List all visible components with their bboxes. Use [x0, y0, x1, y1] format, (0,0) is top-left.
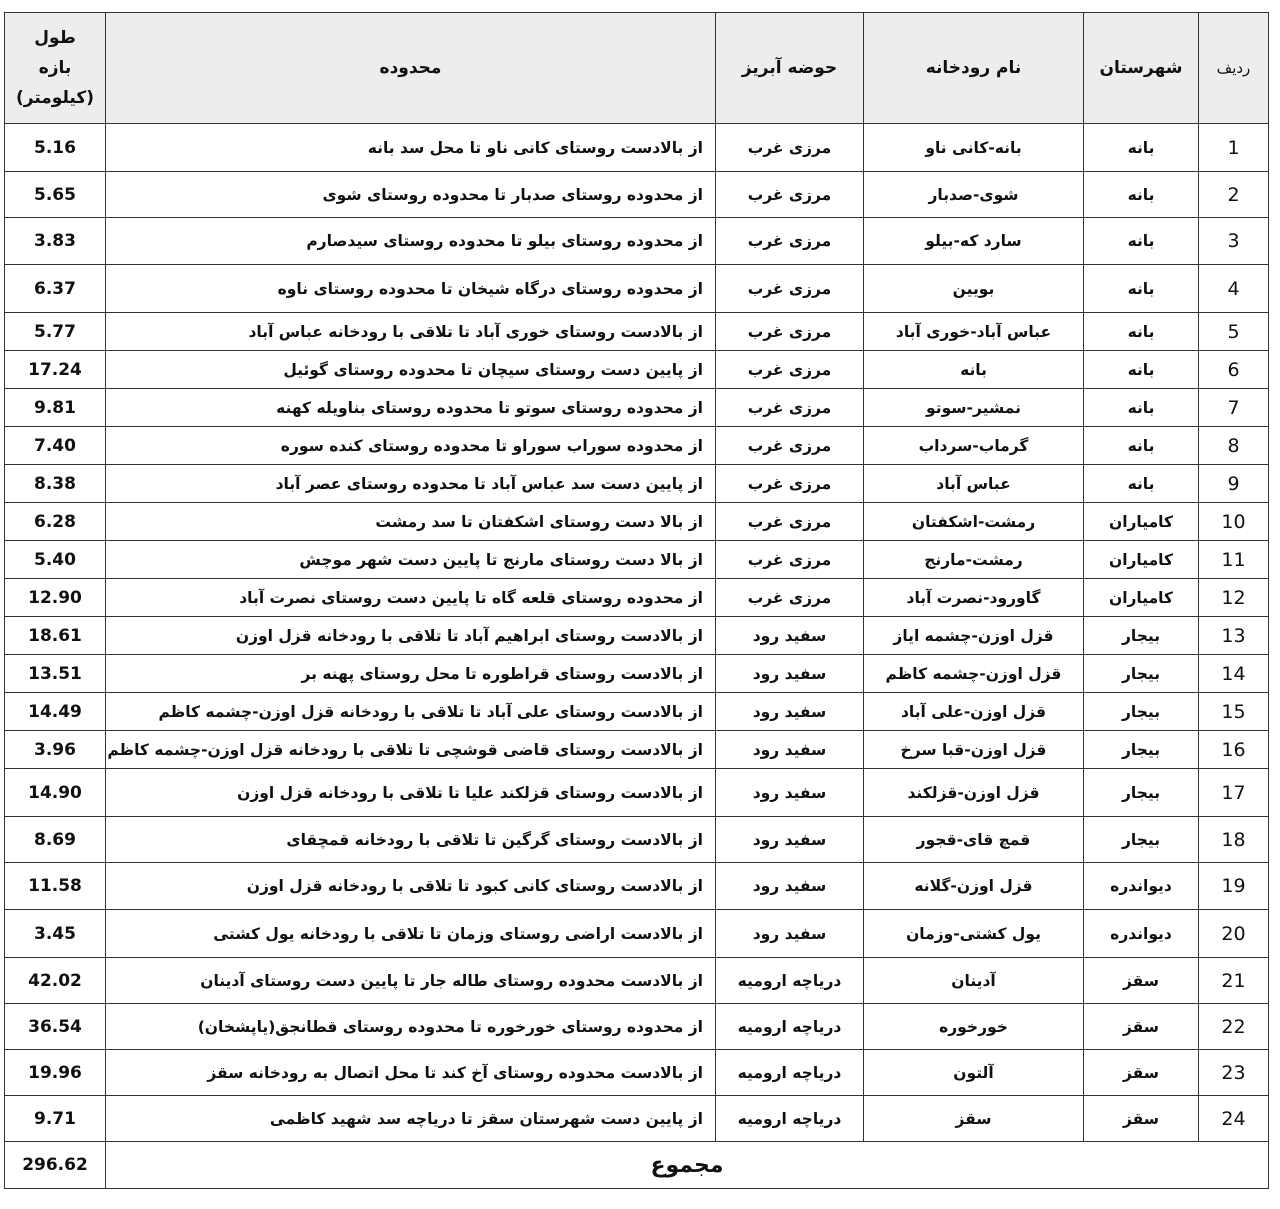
- cell-river-name: یول کشتی-وزمان: [864, 910, 1084, 958]
- cell-basin: سفید رود: [716, 863, 864, 910]
- cell-row-number: 21: [1199, 958, 1269, 1004]
- cell-range: از بالا دست روستای مارنج تا پایین دست شهر موچش: [106, 541, 716, 579]
- cell-river-name: رمشت-مارنج: [864, 541, 1084, 579]
- cell-length: 11.58: [5, 863, 106, 910]
- table-row: [5, 541, 1269, 579]
- table-row: [5, 172, 1269, 218]
- table-row: [5, 351, 1269, 389]
- cell-length: 6.28: [5, 503, 106, 541]
- total-label: مجموع: [106, 1142, 1269, 1189]
- cell-city: بانه: [1084, 172, 1199, 218]
- total-row: [5, 1142, 1269, 1189]
- cell-row-number: 19: [1199, 863, 1269, 910]
- cell-basin: سفید رود: [716, 769, 864, 817]
- cell-basin: دریاچه ارومیه: [716, 958, 864, 1004]
- cell-range: از بالا دست روستای اشکفتان تا سد رمشت: [106, 503, 716, 541]
- cell-city: بیجار: [1084, 817, 1199, 863]
- cell-river-name: قزل اوزن-علی آباد: [864, 693, 1084, 731]
- table-header: [5, 13, 1269, 124]
- cell-length: 5.77: [5, 313, 106, 351]
- cell-basin: مرزی غرب: [716, 579, 864, 617]
- cell-range: از بالادست روستای علی آباد تا تلاقی با رودخانه قزل اوزن-چشمه کاظم: [106, 693, 716, 731]
- cell-length: 5.65: [5, 172, 106, 218]
- cell-river-name: بانه-کانی ناو: [864, 124, 1084, 172]
- cell-basin: مرزی غرب: [716, 265, 864, 313]
- cell-length: 42.02: [5, 958, 106, 1004]
- table-row: [5, 731, 1269, 769]
- cell-city: بانه: [1084, 351, 1199, 389]
- cell-length: 12.90: [5, 579, 106, 617]
- cell-city: کامیاران: [1084, 541, 1199, 579]
- cell-river-name: قزل اوزن-قبا سرخ: [864, 731, 1084, 769]
- header-river-name: نام رودخانه: [864, 13, 1084, 124]
- cell-range: از بالادست روستای قاضی قوشچی تا تلاقی با رودخانه قزل اوزن-چشمه کاظم: [106, 731, 716, 769]
- cell-length: 8.38: [5, 465, 106, 503]
- cell-row-number: 2: [1199, 172, 1269, 218]
- cell-city: کامیاران: [1084, 579, 1199, 617]
- cell-range: از محدوده روستای سوتو تا محدوده روستای بناویله کهنه: [106, 389, 716, 427]
- cell-length: 5.40: [5, 541, 106, 579]
- cell-length: 36.54: [5, 1004, 106, 1050]
- cell-basin: مرزی غرب: [716, 313, 864, 351]
- cell-city: کامیاران: [1084, 503, 1199, 541]
- cell-river-name: خورخوره: [864, 1004, 1084, 1050]
- cell-length: 7.40: [5, 427, 106, 465]
- cell-basin: دریاچه ارومیه: [716, 1050, 864, 1096]
- cell-city: بیجار: [1084, 617, 1199, 655]
- cell-length: 6.37: [5, 265, 106, 313]
- cell-city: سقز: [1084, 958, 1199, 1004]
- header-row: [5, 13, 1269, 124]
- table-footer: [5, 1142, 1269, 1189]
- cell-row-number: 11: [1199, 541, 1269, 579]
- cell-row-number: 4: [1199, 265, 1269, 313]
- table-row: [5, 503, 1269, 541]
- cell-city: بانه: [1084, 124, 1199, 172]
- table-row: [5, 958, 1269, 1004]
- cell-river-name: بانه: [864, 351, 1084, 389]
- cell-city: سقز: [1084, 1096, 1199, 1142]
- table-row: [5, 1004, 1269, 1050]
- cell-row-number: 16: [1199, 731, 1269, 769]
- cell-river-name: قزل اوزن-چشمه کاظم: [864, 655, 1084, 693]
- river-reaches-table: [4, 12, 1269, 1189]
- cell-range: از بالادست روستای کانی ناو تا محل سد بانه: [106, 124, 716, 172]
- cell-length: 14.49: [5, 693, 106, 731]
- cell-length: 5.16: [5, 124, 106, 172]
- cell-row-number: 20: [1199, 910, 1269, 958]
- cell-basin: مرزی غرب: [716, 427, 864, 465]
- cell-row-number: 24: [1199, 1096, 1269, 1142]
- cell-row-number: 12: [1199, 579, 1269, 617]
- header-basin: حوضه آبریز: [716, 13, 864, 124]
- table-row: [5, 124, 1269, 172]
- cell-basin: مرزی غرب: [716, 465, 864, 503]
- cell-row-number: 5: [1199, 313, 1269, 351]
- cell-basin: سفید رود: [716, 731, 864, 769]
- cell-length: 18.61: [5, 617, 106, 655]
- cell-length: 19.96: [5, 1050, 106, 1096]
- table-row: [5, 769, 1269, 817]
- cell-range: از پایین دست روستای سیچان تا محدوده روستای گوئیل: [106, 351, 716, 389]
- cell-basin: مرزی غرب: [716, 389, 864, 427]
- table-row: [5, 910, 1269, 958]
- table-row: [5, 617, 1269, 655]
- cell-river-name: آدینان: [864, 958, 1084, 1004]
- cell-river-name: قزل اوزن-چشمه ایاز: [864, 617, 1084, 655]
- total-length: 296.62: [5, 1142, 106, 1189]
- cell-basin: سفید رود: [716, 910, 864, 958]
- cell-row-number: 8: [1199, 427, 1269, 465]
- cell-basin: سفید رود: [716, 617, 864, 655]
- cell-city: بانه: [1084, 427, 1199, 465]
- cell-basin: سفید رود: [716, 817, 864, 863]
- table-row: [5, 389, 1269, 427]
- cell-river-name: بویین: [864, 265, 1084, 313]
- cell-length: 9.81: [5, 389, 106, 427]
- cell-basin: مرزی غرب: [716, 503, 864, 541]
- cell-basin: سفید رود: [716, 655, 864, 693]
- cell-river-name: قزل اوزن-گلانه: [864, 863, 1084, 910]
- cell-river-name: گاورود-نصرت آباد: [864, 579, 1084, 617]
- cell-basin: سفید رود: [716, 693, 864, 731]
- cell-row-number: 9: [1199, 465, 1269, 503]
- cell-range: از محدوده روستای صدبار تا محدوده روستای شوی: [106, 172, 716, 218]
- cell-length: 3.83: [5, 218, 106, 265]
- cell-length: 17.24: [5, 351, 106, 389]
- header-length-line3: (کیلومتر): [15, 88, 94, 108]
- cell-range: از محدوده روستای بیلو تا محدوده روستای سیدصارم: [106, 218, 716, 265]
- cell-basin: دریاچه ارومیه: [716, 1004, 864, 1050]
- cell-row-number: 3: [1199, 218, 1269, 265]
- table-row: [5, 817, 1269, 863]
- cell-river-name: قمچ قای-قجور: [864, 817, 1084, 863]
- cell-row-number: 23: [1199, 1050, 1269, 1096]
- table-row: [5, 863, 1269, 910]
- cell-city: سقز: [1084, 1004, 1199, 1050]
- cell-city: دیواندره: [1084, 863, 1199, 910]
- cell-range: از پایین دست شهرستان سقز تا دریاچه سد شهید کاظمی: [106, 1096, 716, 1142]
- table-row: [5, 579, 1269, 617]
- cell-length: 9.71: [5, 1096, 106, 1142]
- cell-row-number: 13: [1199, 617, 1269, 655]
- cell-city: دیواندره: [1084, 910, 1199, 958]
- table-row: [5, 1096, 1269, 1142]
- cell-river-name: سارد که-بیلو: [864, 218, 1084, 265]
- cell-length: 13.51: [5, 655, 106, 693]
- header-row-number: ردیف: [1199, 13, 1269, 124]
- cell-row-number: 22: [1199, 1004, 1269, 1050]
- cell-length: 8.69: [5, 817, 106, 863]
- cell-row-number: 1: [1199, 124, 1269, 172]
- table-row: [5, 1050, 1269, 1096]
- cell-range: از بالادست محدوده روستای طاله جار تا پایین دست روستای آدینان: [106, 958, 716, 1004]
- cell-range: از بالادست روستای قراطوره تا محل روستای پهنه بر: [106, 655, 716, 693]
- cell-row-number: 6: [1199, 351, 1269, 389]
- cell-range: از بالادست روستای کانی کبود تا تلاقی با رودخانه قزل اوزن: [106, 863, 716, 910]
- cell-city: بانه: [1084, 465, 1199, 503]
- cell-city: سقز: [1084, 1050, 1199, 1096]
- cell-row-number: 15: [1199, 693, 1269, 731]
- cell-river-name: سقز: [864, 1096, 1084, 1142]
- table-row: [5, 313, 1269, 351]
- table-row: [5, 218, 1269, 265]
- cell-length: 14.90: [5, 769, 106, 817]
- cell-river-name: شوی-صدبار: [864, 172, 1084, 218]
- table-row: [5, 265, 1269, 313]
- cell-city: بانه: [1084, 218, 1199, 265]
- table-row: [5, 693, 1269, 731]
- cell-city: بیجار: [1084, 693, 1199, 731]
- cell-basin: مرزی غرب: [716, 124, 864, 172]
- cell-city: بیجار: [1084, 731, 1199, 769]
- cell-city: بانه: [1084, 265, 1199, 313]
- cell-city: بانه: [1084, 313, 1199, 351]
- cell-row-number: 10: [1199, 503, 1269, 541]
- cell-range: از بالادست روستای قزلکند علیا تا تلاقی با رودخانه قزل اوزن: [106, 769, 716, 817]
- cell-range: از محدوده روستای قلعه گاه تا پایین دست روستای نصرت آباد: [106, 579, 716, 617]
- cell-basin: دریاچه ارومیه: [716, 1096, 864, 1142]
- cell-range: از بالادست اراضی روستای وزمان تا تلاقی با رودخانه یول کشتی: [106, 910, 716, 958]
- cell-river-name: عباس آباد-خوری آباد: [864, 313, 1084, 351]
- header-range: محدوده: [106, 13, 716, 124]
- cell-basin: مرزی غرب: [716, 172, 864, 218]
- cell-row-number: 18: [1199, 817, 1269, 863]
- cell-city: بیجار: [1084, 769, 1199, 817]
- cell-range: از بالادست روستای خوری آباد تا تلاقی با رودخانه عباس آباد: [106, 313, 716, 351]
- table-row: [5, 465, 1269, 503]
- cell-range: از بالادست روستای ابراهیم آباد تا تلاقی با رودخانه قزل اوزن: [106, 617, 716, 655]
- cell-basin: مرزی غرب: [716, 541, 864, 579]
- cell-basin: مرزی غرب: [716, 218, 864, 265]
- cell-range: از محدوده سوراب سوراو تا محدوده روستای کنده سوره: [106, 427, 716, 465]
- table-row: [5, 655, 1269, 693]
- cell-city: بیجار: [1084, 655, 1199, 693]
- cell-row-number: 17: [1199, 769, 1269, 817]
- table-body: [5, 124, 1269, 1142]
- cell-length: 3.45: [5, 910, 106, 958]
- cell-city: بانه: [1084, 389, 1199, 427]
- header-city: شهرستان: [1084, 13, 1199, 124]
- cell-range: از محدوده روستای خورخوره تا محدوده روستای قطانجق(یاپشخان): [106, 1004, 716, 1050]
- cell-river-name: گرماب-سرداب: [864, 427, 1084, 465]
- cell-range: از بالادست محدوده روستای آخ کند تا محل اتصال به رودخانه سقز: [106, 1050, 716, 1096]
- cell-basin: مرزی غرب: [716, 351, 864, 389]
- cell-length: 3.96: [5, 731, 106, 769]
- cell-river-name: آلتون: [864, 1050, 1084, 1096]
- cell-row-number: 14: [1199, 655, 1269, 693]
- cell-river-name: رمشت-اشکفتان: [864, 503, 1084, 541]
- header-length-line2: بازه: [38, 58, 72, 78]
- cell-river-name: عباس آباد: [864, 465, 1084, 503]
- document-page: [5, 12, 1269, 1189]
- header-length: [5, 13, 106, 124]
- cell-range: از پایین دست سد عباس آباد تا محدوده روستای عصر آباد: [106, 465, 716, 503]
- cell-range: از بالادست روستای گرگین تا تلاقی با رودخانه قمچقای: [106, 817, 716, 863]
- cell-river-name: قزل اوزن-قزلکند: [864, 769, 1084, 817]
- cell-range: از محدوده روستای درگاه شیخان تا محدوده روستای ناوه: [106, 265, 716, 313]
- header-length-line1: طول: [34, 28, 76, 48]
- cell-river-name: نمشیر-سوتو: [864, 389, 1084, 427]
- table-row: [5, 427, 1269, 465]
- cell-row-number: 7: [1199, 389, 1269, 427]
